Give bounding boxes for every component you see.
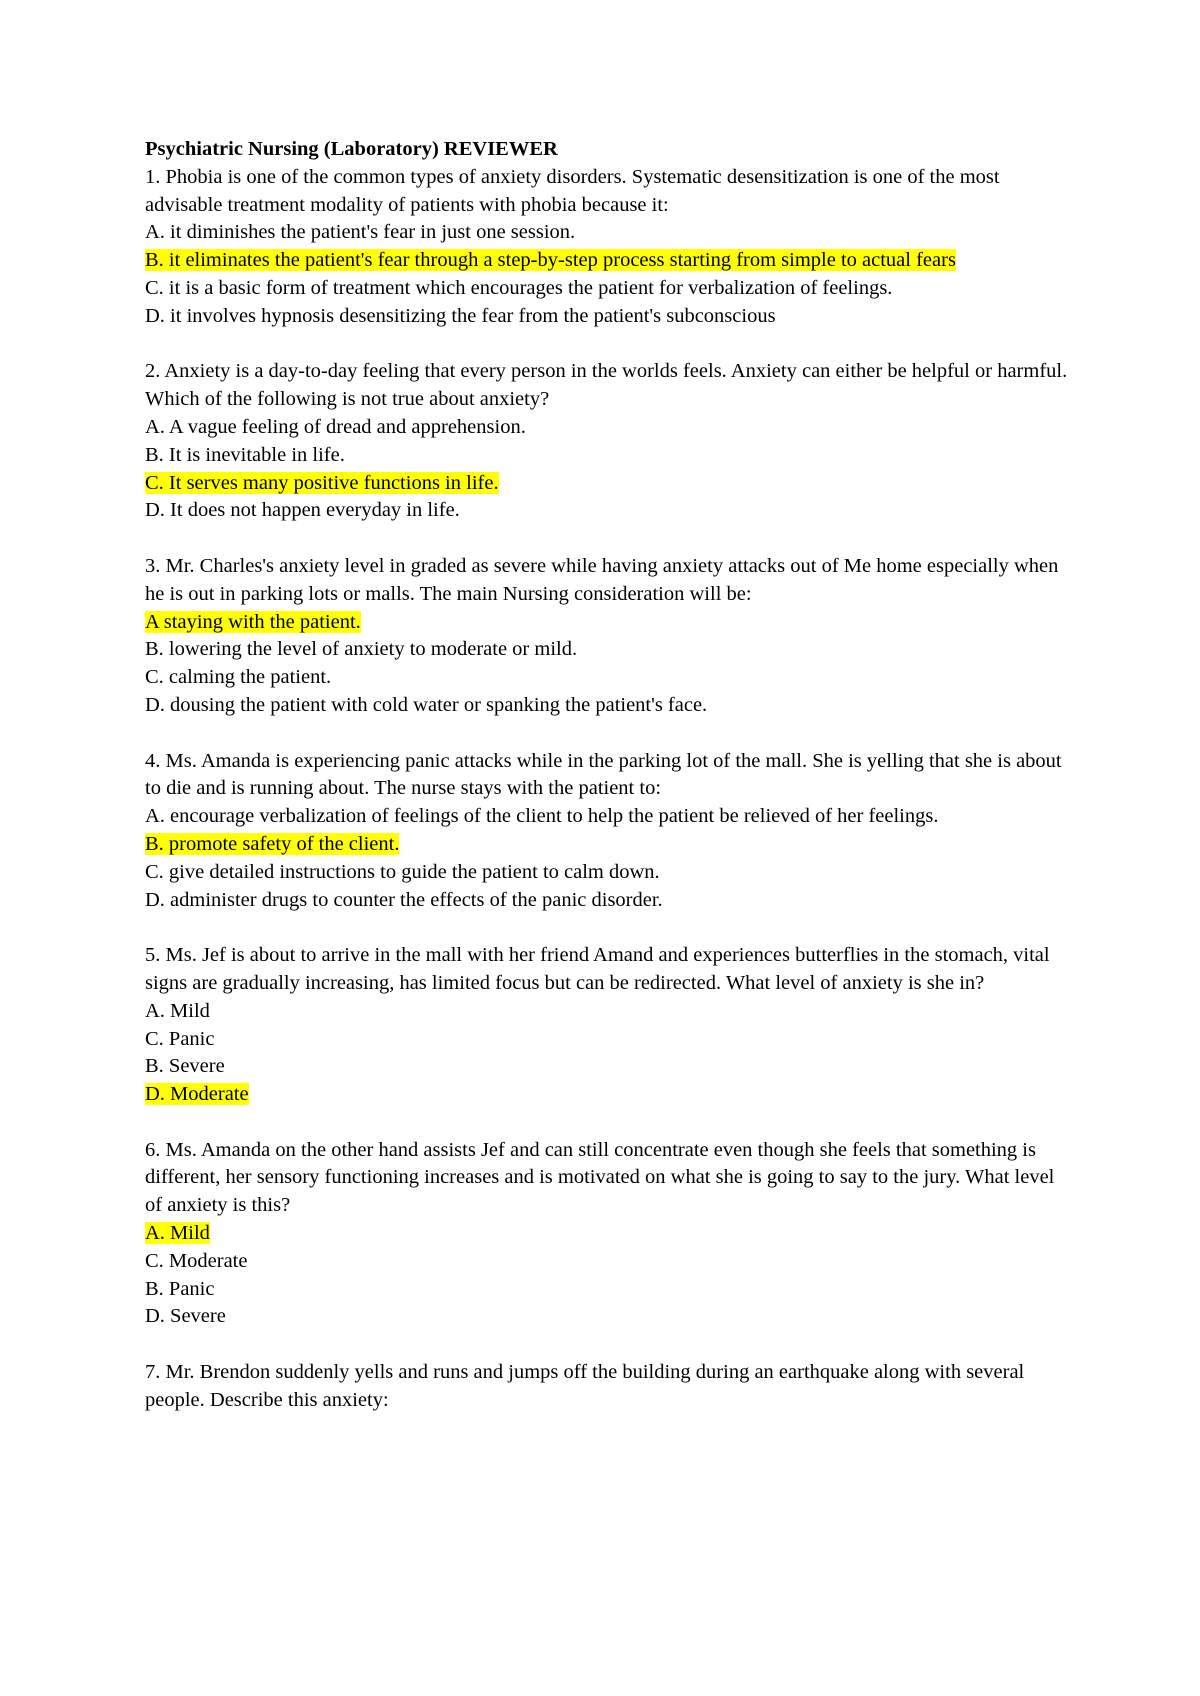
answer-option-text: C. It serves many positive functions in life. bbox=[145, 471, 499, 494]
answer-option-highlighted bbox=[145, 609, 1075, 637]
answer-option bbox=[145, 664, 1075, 692]
answer-option-highlighted bbox=[145, 247, 1075, 275]
document-title: Psychiatric Nursing (Laboratory) REVIEWER bbox=[145, 138, 558, 160]
answer-option bbox=[145, 998, 1075, 1026]
question-block bbox=[145, 942, 1075, 1109]
answer-option-text: A. it diminishes the patient's fear in just one session. bbox=[145, 221, 576, 244]
answer-option bbox=[145, 414, 1075, 442]
question-block bbox=[145, 164, 1075, 331]
answer-option-text: A. Mild bbox=[145, 999, 210, 1022]
answer-option-text: C. Moderate bbox=[145, 1249, 248, 1272]
answer-option-text: A. A vague feeling of dread and apprehension. bbox=[145, 415, 526, 438]
question-block bbox=[145, 748, 1075, 915]
answer-option-text: B. It is inevitable in life. bbox=[145, 443, 345, 466]
answer-option bbox=[145, 887, 1075, 915]
answer-option bbox=[145, 275, 1075, 303]
answer-option-text: C. it is a basic form of treatment which encourages the patient for verbalization of feelings. bbox=[145, 276, 893, 299]
answer-option bbox=[145, 497, 1075, 525]
answer-option-text: B. Severe bbox=[145, 1055, 225, 1078]
question-stem: 1. Phobia is one of the common types of anxiety disorders. Systematic desensitization is one of the most advisable treatment modality of patients with phobia because it: bbox=[145, 165, 1000, 216]
answer-option bbox=[145, 1248, 1075, 1276]
question-stem: 3. Mr. Charles's anxiety level in graded as severe while having anxiety attacks out of Me home especially when he is out in parking lots or malls. The main Nursing consideration will be: bbox=[145, 554, 1059, 605]
answer-option-text: C. Panic bbox=[145, 1027, 215, 1050]
question-stem: 4. Ms. Amanda is experiencing panic attacks while in the parking lot of the mall. She is yelling that she is about to die and is running about. The nurse stays with the patient to: bbox=[145, 749, 1062, 800]
answer-option-text: D. Severe bbox=[145, 1305, 226, 1328]
answer-option-highlighted bbox=[145, 1220, 1075, 1248]
question-list bbox=[145, 164, 1075, 1415]
question-stem: 2. Anxiety is a day-to-day feeling that every person in the worlds feels. Anxiety can either be helpful or harmful. Which of the following is not true about anxiety? bbox=[145, 360, 1068, 411]
question-spacer bbox=[145, 720, 1075, 748]
answer-option bbox=[145, 803, 1075, 831]
answer-option bbox=[145, 859, 1075, 887]
answer-option bbox=[145, 442, 1075, 470]
question-block bbox=[145, 358, 1075, 525]
question-stem: 6. Ms. Amanda on the other hand assists Jef and can still concentrate even though she feels that something is different, her sensory functioning increases and is motivated on what she is going to say to the jury. What level of anxiety is this? bbox=[145, 1138, 1055, 1217]
answer-option bbox=[145, 1026, 1075, 1054]
answer-option bbox=[145, 303, 1075, 331]
answer-option-text: A. Mild bbox=[145, 1222, 210, 1245]
answer-option bbox=[145, 1303, 1075, 1331]
answer-option-text: D. it involves hypnosis desensitizing the fear from the patient's subconscious bbox=[145, 304, 776, 327]
question-spacer bbox=[145, 1109, 1075, 1137]
answer-option-text: D. It does not happen everyday in life. bbox=[145, 499, 460, 522]
answer-option bbox=[145, 636, 1075, 664]
question-spacer bbox=[145, 914, 1075, 942]
question-block bbox=[145, 1137, 1075, 1332]
question-block bbox=[145, 1359, 1075, 1415]
answer-option-text: A staying with the patient. bbox=[145, 610, 361, 633]
answer-option-highlighted bbox=[145, 831, 1075, 859]
answer-option-text: B. promote safety of the client. bbox=[145, 832, 400, 855]
answer-option-text: D. administer drugs to counter the effects of the panic disorder. bbox=[145, 888, 663, 911]
answer-option-text: B. it eliminates the patient's fear through a step-by-step process starting from simple to actual fears bbox=[145, 249, 956, 272]
answer-option-text: C. give detailed instructions to guide the patient to calm down. bbox=[145, 860, 660, 883]
answer-option-highlighted bbox=[145, 1081, 1075, 1109]
answer-option bbox=[145, 692, 1075, 720]
answer-option-text: D. Moderate bbox=[145, 1083, 249, 1106]
answer-option-text: B. Panic bbox=[145, 1277, 215, 1300]
document-page bbox=[145, 136, 1075, 1415]
question-stem: 5. Ms. Jef is about to arrive in the mall with her friend Amand and experiences butterflies in the stomach, vital signs are gradually increasing, has limited focus but can be redirected. What level of anxiety is she in? bbox=[145, 944, 1050, 994]
question-spacer bbox=[145, 331, 1075, 359]
answer-option-text: A. encourage verbalization of feelings of the client to help the patient be relieved of her feelings. bbox=[145, 805, 939, 828]
question-spacer bbox=[145, 1331, 1075, 1359]
answer-option-text: B. lowering the level of anxiety to moderate or mild. bbox=[145, 638, 578, 661]
answer-option bbox=[145, 1276, 1075, 1304]
question-block bbox=[145, 553, 1075, 720]
answer-option-highlighted bbox=[145, 470, 1075, 498]
answer-option bbox=[145, 1053, 1075, 1081]
question-stem: 7. Mr. Brendon suddenly yells and runs and jumps off the building during an earthquake along with several people. Describe this anxiety: bbox=[145, 1361, 1025, 1411]
answer-option-text: C. calming the patient. bbox=[145, 666, 332, 689]
question-spacer bbox=[145, 525, 1075, 553]
answer-option-text: D. dousing the patient with cold water or spanking the patient's face. bbox=[145, 693, 708, 716]
answer-option bbox=[145, 219, 1075, 247]
